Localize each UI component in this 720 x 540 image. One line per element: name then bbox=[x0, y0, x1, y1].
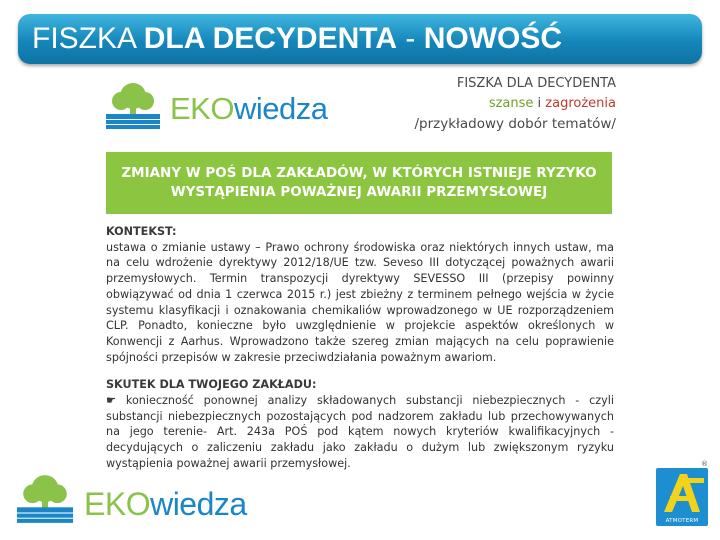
atmoterm-badge bbox=[656, 468, 708, 526]
registered-mark: ® bbox=[701, 460, 708, 468]
card-header-note: /przykładowy dobór tematów/ bbox=[414, 116, 616, 132]
logo-eko: EKO bbox=[170, 91, 234, 126]
atmoterm-label: ATMOTERM bbox=[665, 518, 699, 524]
tree-logo-icon bbox=[104, 80, 162, 132]
atmoterm-logo-icon bbox=[656, 468, 708, 516]
card-header-conj: i bbox=[533, 96, 546, 111]
title-bold: DLA DECYDENTA bbox=[143, 22, 398, 55]
card-header-zagrozenia: zagrożenia bbox=[545, 96, 616, 111]
ekowiedza-logo-top bbox=[104, 80, 344, 136]
logo-wiedza: wiedza bbox=[233, 91, 328, 126]
card-body bbox=[106, 224, 614, 472]
slide-title-bar bbox=[18, 14, 702, 64]
context-heading: KONTEKST: bbox=[106, 225, 177, 238]
card-header-subtitle bbox=[415, 94, 617, 114]
pointing-hand-icon: ☛ bbox=[106, 394, 117, 408]
effect-text: konieczność ponownej analizy składowanych substancji niebezpiecznych - czyli substancji niebezpiecznych pozostających pod nadzorem zakładu lub przechowywanych na jego terenie- Art. 243a POŚ pod kątem nowych kryteriów kwalifikacyjnych - decydujących o zaliczeniu zakładu jako zakładu o dużym lub zwiększonym ryzyku wystąpienia poważnej awarii przemysłowej. bbox=[106, 394, 614, 470]
effect-heading: SKUTEK DLA TWOJEGO ZAKŁADU: bbox=[106, 378, 317, 392]
topic-banner: ZMIANY W POŚ DLA ZAKŁADÓW, W KTÓRYCH ISTNIEJE RYZYKO WYSTĄPIENIA POWAŻNEJ AWARII PRZEMYSŁOWEJ bbox=[106, 152, 612, 214]
ekowiedza-logo-bottom bbox=[14, 472, 254, 528]
title-new: NOWOŚĆ bbox=[423, 22, 563, 55]
title-light: FISZKA bbox=[32, 22, 144, 55]
effect-paragraph bbox=[106, 393, 614, 472]
tree-logo-icon bbox=[14, 472, 76, 526]
card-header-title: FISZKA DLA DECYDENTA bbox=[456, 76, 616, 91]
card-header bbox=[415, 74, 617, 134]
slide-title bbox=[32, 22, 692, 56]
title-separator: - bbox=[397, 22, 424, 55]
context-text: ustawa o zmianie ustawy – Prawo ochrony środowiska oraz niektórych innych ustaw, ma na celu wdrożenie dyrektywy 2012/18/UE tzw. Seveso III dotyczącej poważnych awarii przemysłowych. Termin transpozycji dyrektywy SEVESSO III (przepisy powinny obwiązywać od dnia 1 czerwca 2015 r.) jest zbieżny z terminem pełnego wejścia w życie systemu klasyfikacji i oznakowania chemikaliów wprowadzonego w UE rozporządzeniem CLP. Ponadto, konieczne było uwzględnienie w projekcie aspektów określonych w Konwencji z Aarhus. Wprowadzono także szereg zmian mających na celu poprawienie spójności przepisów w zakresie przeciwdziałania poważnym awariom. bbox=[106, 240, 614, 364]
card-header-szanse: szanse bbox=[488, 96, 534, 111]
logo-wiedza: wiedza bbox=[150, 486, 247, 522]
logo-wordmark bbox=[170, 92, 327, 126]
logo-eko: EKO bbox=[84, 486, 151, 522]
logo-wordmark bbox=[84, 486, 247, 522]
